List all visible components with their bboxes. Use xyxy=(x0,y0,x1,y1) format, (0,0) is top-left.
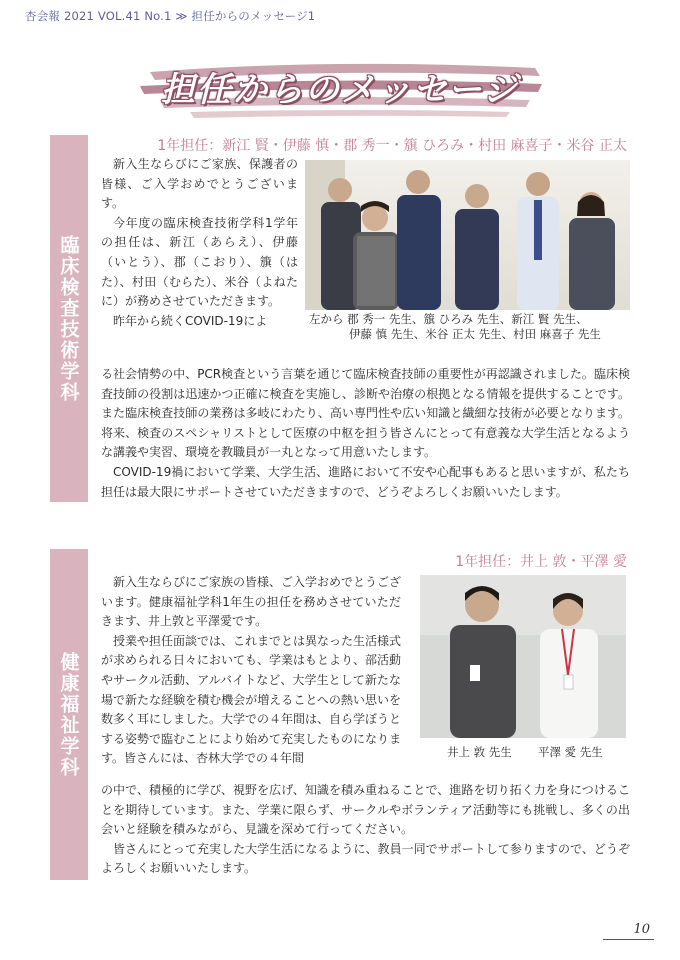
photo-caption-right: 平澤 愛 先生 xyxy=(538,745,603,759)
paragraph: 新入生ならびにご家族、保護者の皆様、ご入学おめでとうございます。 xyxy=(101,157,298,211)
paragraph: 皆さんにとって充実した大学生活になるように、教員一同でサポートして参りますので、どうぞよろしくお願いいたします。 xyxy=(101,841,630,876)
section-heading: 1年担任：井上 敦・平澤 愛 xyxy=(455,554,627,570)
page-title-banner xyxy=(130,50,550,122)
department-tab-clinical-lab xyxy=(50,135,88,502)
paragraph: る社会情勢の中、PCR検査という言葉を通じて臨床検査技師の重要性が再認識されました。臨床検査技師の役割は迅速かつ正確に検査を実施し、診断や治療の根拠となる情報を提供することです。また臨床検査技師の業務は多岐にわたり、高い専門性や広い知識と繊細な技術が必要となります。将来、検査のスペシャリストとして医療の中枢を担う皆さんにとって有意義な大学生活となるような講義や実習、環境を教職員が一丸となって用意いたします。 xyxy=(101,367,630,460)
section2-narrow-text xyxy=(101,573,401,769)
paragraph: の中で、積極的に学び、視野を広げ、知識を積み重ねることで、進路を切り拓く力を身につけることを期待しています。また、学業に限らず、サークルやボランティア活動等にも挑戦し、多くの出会いと経験を積みながら、見識を深めて行ってください。 xyxy=(101,783,630,837)
photo-caption-left: 井上 敦 先生 xyxy=(447,745,512,759)
paragraph: 今年度の臨床検査技術学科1学年の担任は、新江（あらえ）、伊藤（いとう）、郡（こおり）、籏（はた）、村田（むらた）、米谷（よねたに）が務めさせていただきます。 xyxy=(101,215,298,309)
photo-caption-line1: 左から 郡 秀一 先生、籏 ひろみ 先生、新江 賢 先生、 xyxy=(309,312,588,326)
department-label: 健康福祉学科 xyxy=(57,651,80,778)
paragraph: 授業や担任面談では、これまでとは異なった生活様式が求められる日々においても、学業はもとより、部活動やサークル活動、アルバイトなど、大学生として新たな場で新たな経験を積む機会が増えることへの熱い思いを数多く耳にしました。大学での４年間は、自ら学ぼうとする姿勢で臨むことにより始めて充実したものになります。皆さんには、杏林大学での４年間 xyxy=(101,633,402,766)
paragraph: 新入生ならびにご家族の皆様、ご入学おめでとうございます。健康福祉学科1年生の担任を務めさせていただきます、井上敦と平澤愛です。 xyxy=(101,575,402,629)
department-label: 臨床検査技術学科 xyxy=(57,234,80,403)
staff-duo-photo xyxy=(420,575,626,738)
photo-caption-line2: 伊藤 慎 先生、米谷 正太 先生、村田 麻喜子 先生 xyxy=(349,327,601,341)
section1-narrow-text xyxy=(101,155,298,331)
section2-wide-text xyxy=(101,781,630,879)
paragraph: COVID-19禍において学業、大学生活、進路において不安や心配事もあると思いますが、私たち担任は最大限にサポートさせていただきますので、どうぞよろしくお願いいたします。 xyxy=(101,464,630,499)
running-head: 杏会報 2021 VOL.41 No.1 ≫ 担任からのメッセージ1 xyxy=(25,9,316,23)
page-title: 担任からのメッセージ xyxy=(161,70,519,110)
paragraph: 昨年から続くCOVID-19によ xyxy=(113,313,268,328)
section-heading: 1年担任：新江 賢・伊藤 慎・郡 秀一・籏 ひろみ・村田 麻喜子・米谷 正太 xyxy=(157,138,627,154)
section1-wide-text xyxy=(101,365,630,502)
staff-group-photo xyxy=(305,160,630,310)
page-number: 10 xyxy=(603,922,654,940)
department-tab-health-welfare xyxy=(50,549,88,880)
